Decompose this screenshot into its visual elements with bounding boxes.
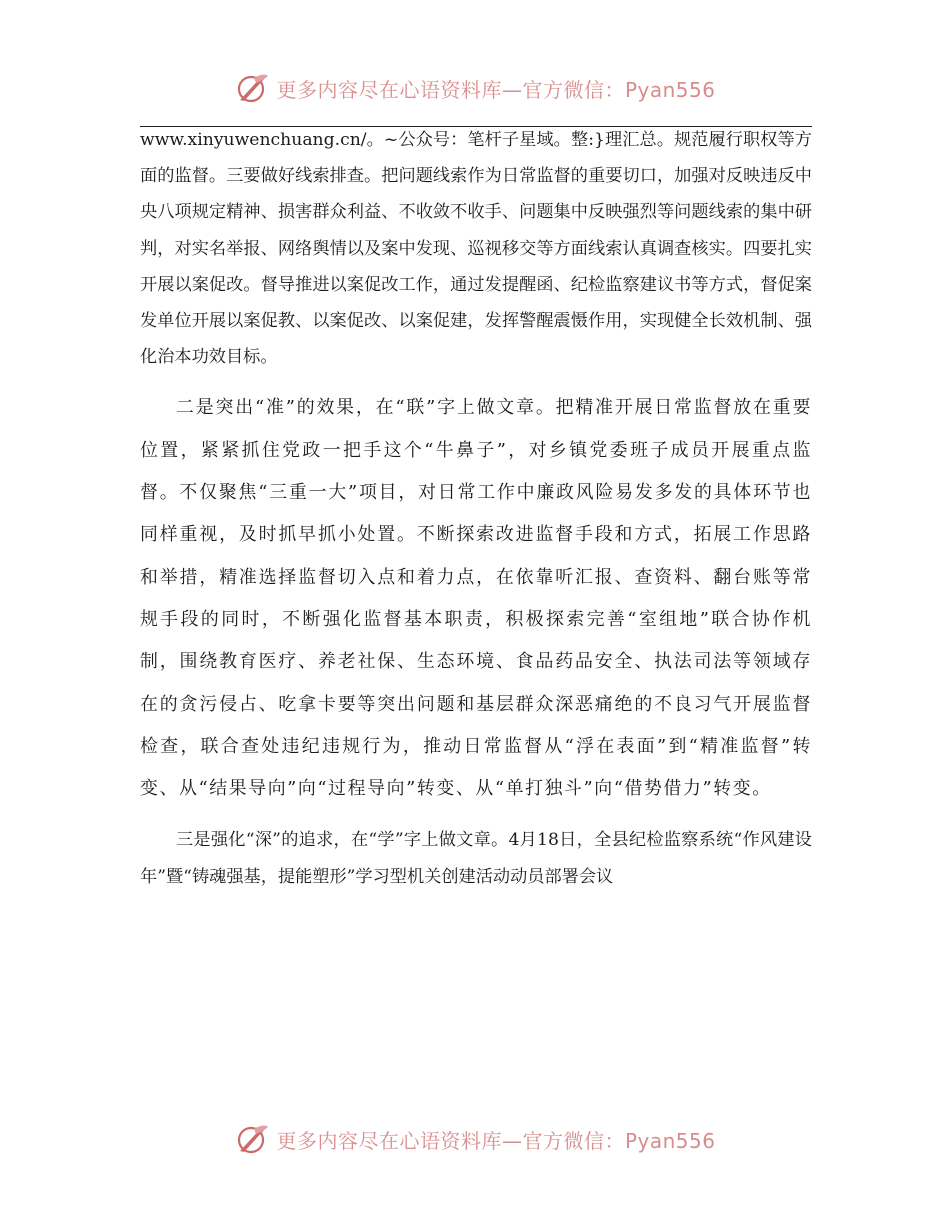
quill-logo-icon	[234, 1121, 270, 1157]
paragraph-1: www.xinyuwenchuang.cn/。~公众号：笔杆子星域。整:}理汇总。规范履行职权等方面的监督。三要做好线索排查。把问题线索作为日常监督的重要切口，加强对反映违反中央八项规定精神、损害群众利益、不收敛不收手、问题集中反映强烈等问题线索的集中研判，对实名举报、网络舆情以及案中发现、巡视移交等方面线索认真调查核实。四要扎实开展以案促改。督导推进以案促改工作，通过发提醒函、纪检监察建议书等方式，督促案发单位开展以案促教、以案促改、以案促建，发挥警醒震慑作用，实现健全长效机制、强化治本功效目标。	[140, 130, 812, 368]
document-body	[140, 122, 812, 895]
paragraph-2: 二是突出“准”的效果，在“联”字上做文章。把精准开展日常监督放在重要位置，紧紧抓住党政一把手这个“牛鼻子”，对乡镇党委班子成员开展重点监督。不仅聚焦“三重一大”项目，对日常工作中廉政风险易发多发的具体环节也同样重视，及时抓早抓小处置。不断探索改进监督手段和方式，拓展工作思路和举措，精准选择监督切入点和着力点，在依靠听汇报、查资料、翻台账等常规手段的同时，不断强化监督基本职责，积极探索完善“室组地”联合协作机制，围绕教育医疗、养老社保、生态环境、食品药品安全、执法司法等领域存在的贪污侵占、吃拿卡要等突出问题和基层群众深恶痛绝的不良习气开展监督检查，联合查处违纪违规行为，推动日常监督从“浮在表面”到“精准监督”转变、从“结果导向”向“过程导向”转变、从“单打独斗”向“借势借力”转变。	[140, 397, 812, 800]
quill-logo-icon	[234, 70, 270, 106]
footer-banner	[0, 1117, 950, 1161]
paragraph-3: 三是强化“深”的追求，在“学”字上做文章。4月18日，全县纪检监察系统“作风建设年”暨“铸魂强基，提能塑形”学习型机关创建活动动员部署会议	[140, 830, 812, 887]
header-banner-text: 更多内容尽在心语资料库—官方微信：Pyan556	[276, 77, 716, 102]
header-banner	[0, 66, 950, 110]
footer-banner-text: 更多内容尽在心语资料库—官方微信：Pyan556	[276, 1128, 716, 1153]
